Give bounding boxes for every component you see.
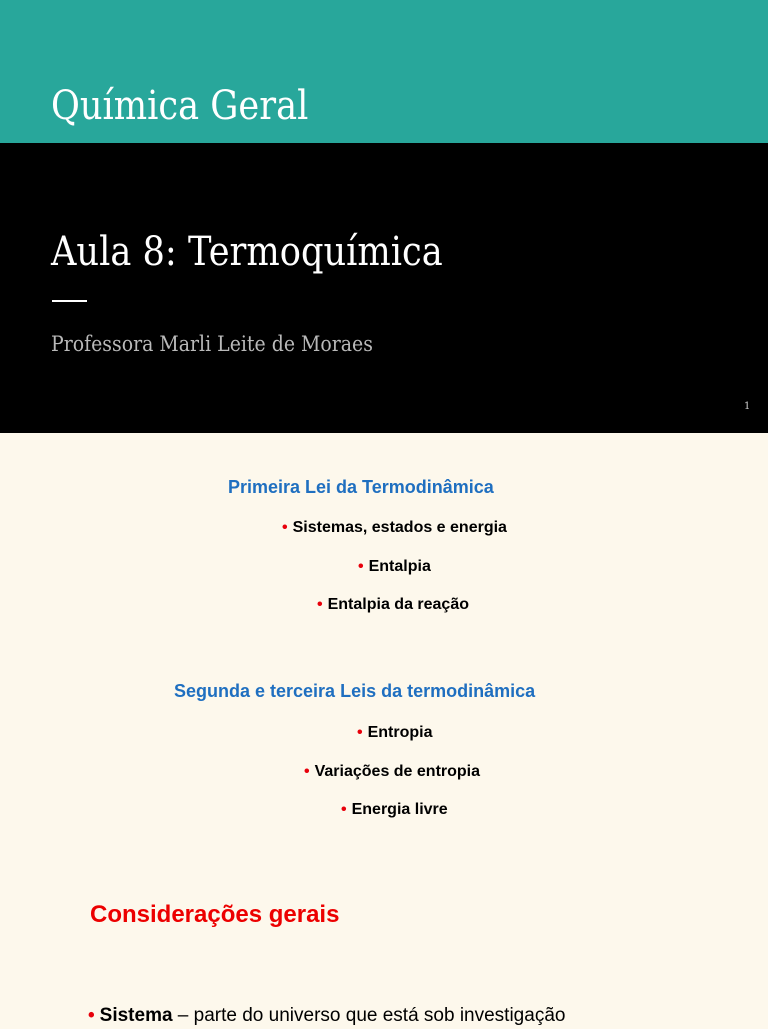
title-slide-header xyxy=(0,0,768,143)
list-item: • Entalpia da reação xyxy=(317,596,469,613)
divider xyxy=(52,300,87,302)
definition-text: – parte do universo que está sob investigação xyxy=(172,1005,566,1026)
author-name: Professora Marli Leite de Moraes xyxy=(51,332,373,356)
list-item: • Energia livre xyxy=(341,801,448,818)
title-slide-body xyxy=(0,143,768,433)
considerations-title: Considerações gerais xyxy=(90,901,340,928)
list-item: • Variações de entropia xyxy=(304,763,481,780)
list-item: • Sistemas, estados e energia xyxy=(282,519,507,536)
list-item: • Entalpia xyxy=(358,558,431,575)
definition-item: • Sistema – parte do universo que está sob investigação xyxy=(88,1005,566,1026)
list-item: • Entropia xyxy=(357,724,433,741)
definition-term: Sistema xyxy=(99,1005,173,1026)
slide-number: 1 xyxy=(744,401,751,412)
course-title: Química Geral xyxy=(51,83,309,129)
outline-slide: Primeira Lei da Termodinâmica • Sistemas, estados e energia • Entalpia • Entalpia da reação Segunda e terceira Leis da termodinâmica • Entropia • Variações de entropia • Energia livre Considerações gerais • Sistema – parte do universo que está sob investigação xyxy=(0,433,768,1024)
lecture-title: Aula 8: Termoquímica xyxy=(51,229,443,275)
